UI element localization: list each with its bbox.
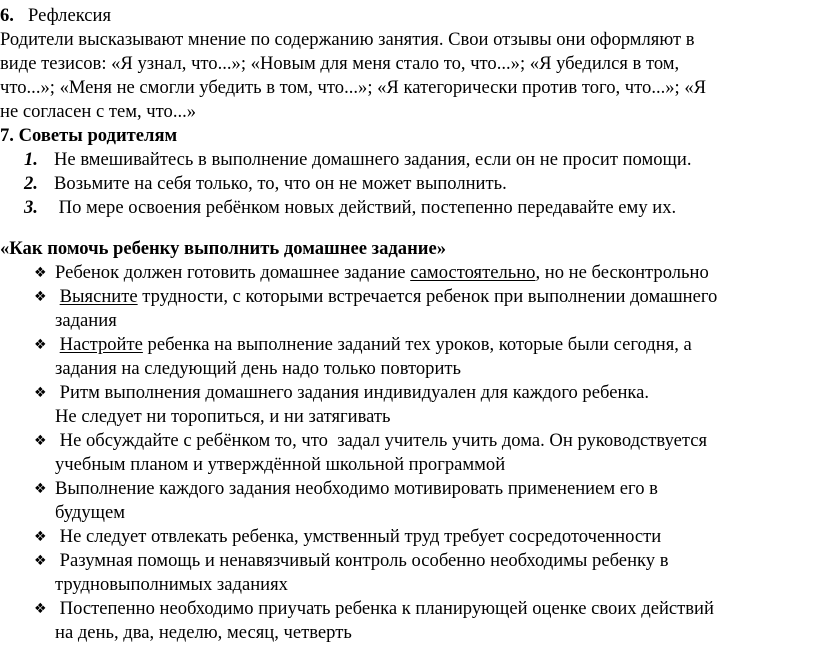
homework-item-line xyxy=(55,405,810,429)
underlined-word: Выясните xyxy=(59,286,138,307)
advice-number: 3. xyxy=(24,197,38,218)
text-segment: Не следует ни торопиться, и ни затягивать xyxy=(55,406,391,427)
section-6-body xyxy=(0,28,810,124)
advice-item-2 xyxy=(24,172,810,196)
diamond-cross-icon: ❖ xyxy=(34,289,47,305)
homework-item-line xyxy=(55,549,810,573)
text-segment: на день, два, неделю, месяц, четверть xyxy=(55,622,352,643)
homework-item-line xyxy=(55,597,810,621)
paragraph-line: Родители высказывают мнение по содержанию занятия. Свои отзывы они оформляют в xyxy=(0,29,695,50)
advice-text: Возьмите на себя только, то, что он не может выполнить. xyxy=(54,173,507,194)
homework-item-line xyxy=(55,357,810,381)
section-7-heading: 7. Советы родителям xyxy=(0,125,178,146)
advice-item-3 xyxy=(24,196,810,220)
homework-list-item xyxy=(0,429,810,477)
diamond-cross-icon: ❖ xyxy=(34,481,47,497)
text-segment: учебным планом и утверждённой школьной программой xyxy=(55,454,506,475)
diamond-cross-icon: ❖ xyxy=(34,265,47,281)
homework-heading: «Как помочь ребенку выполнить домашнее задание» xyxy=(0,238,447,259)
underlined-word: самостоятельно xyxy=(410,262,536,283)
homework-list-item xyxy=(0,597,810,645)
homework-list-item xyxy=(0,549,810,597)
document-page xyxy=(0,4,810,645)
diamond-cross-icon: ❖ xyxy=(34,385,47,401)
homework-list-item xyxy=(0,477,810,525)
homework-item-line xyxy=(55,621,810,645)
homework-list-item xyxy=(0,381,810,429)
homework-item-line xyxy=(55,525,810,549)
advice-text: Не вмешивайтесь в выполнение домашнего задания, если он не просит помощи. xyxy=(54,149,692,170)
advice-item-1 xyxy=(24,148,810,172)
section-6-number: 6. xyxy=(0,5,14,26)
homework-list-item xyxy=(0,525,810,549)
text-segment: задания на следующий день надо только повторить xyxy=(55,358,462,379)
advice-text: По мере освоения ребёнком новых действий, постепенно передавайте ему их. xyxy=(54,197,677,218)
text-segment: будущем xyxy=(55,502,125,523)
paragraph-line: что...»; «Меня не смогли убедить в том, что...»; «Я категорически против того, что...»; «Я xyxy=(0,77,707,98)
homework-item-line xyxy=(55,309,810,333)
advice-number: 1. xyxy=(24,149,38,170)
diamond-cross-icon: ❖ xyxy=(34,553,47,569)
text-segment: трудности, с которыми встречается ребенок при выполнении домашнего xyxy=(137,286,718,307)
text-segment: Разумная помощь и ненавязчивый контроль особенно необходимы ребенку в xyxy=(55,550,669,571)
text-segment: ребенка на выполнение заданий тех уроков, которые были сегодня, а xyxy=(142,334,692,355)
section-6-title: Рефлексия xyxy=(28,5,112,26)
section-6-heading xyxy=(0,4,810,28)
paragraph-line: не согласен с тем, что...» xyxy=(0,101,197,122)
advice-list xyxy=(24,148,810,220)
text-segment: Выполнение каждого задания необходимо мотивировать применением его в xyxy=(55,478,658,499)
homework-item-line xyxy=(55,429,810,453)
homework-item-line xyxy=(55,285,810,309)
text-segment: Не обсуждайте с ребёнком то, что задал учитель учить дома. Он руководствуется xyxy=(55,430,708,451)
diamond-cross-icon: ❖ xyxy=(34,337,47,353)
text-segment: , но не бесконтрольно xyxy=(535,262,709,283)
homework-list xyxy=(0,261,810,645)
homework-item-line xyxy=(55,381,810,405)
text-segment: Не следует отвлекать ребенка, умственный труд требует сосредоточенности xyxy=(55,526,662,547)
diamond-cross-icon: ❖ xyxy=(34,433,47,449)
homework-list-item xyxy=(0,261,810,285)
homework-item-line xyxy=(55,453,810,477)
diamond-cross-icon: ❖ xyxy=(34,601,47,617)
homework-list-item xyxy=(0,285,810,333)
paragraph-line: виде тезисов: «Я узнал, что...»; «Новым для меня стало то, что...»; «Я убедился в том, xyxy=(0,53,680,74)
homework-item-line xyxy=(55,261,810,285)
text-segment: задания xyxy=(55,310,117,331)
underlined-word: Настройте xyxy=(59,334,143,355)
text-segment: Ритм выполнения домашнего задания индивидуален для каждого ребенка. xyxy=(55,382,650,403)
homework-item-line xyxy=(55,573,810,597)
homework-item-line xyxy=(55,333,810,357)
diamond-cross-icon: ❖ xyxy=(34,529,47,545)
text-segment: Ребенок должен готовить домашнее задание xyxy=(55,262,411,283)
homework-list-item xyxy=(0,333,810,381)
text-segment: трудновыполнимых заданиях xyxy=(55,574,288,595)
advice-number: 2. xyxy=(24,173,38,194)
homework-item-line xyxy=(55,477,810,501)
text-segment: Постепенно необходимо приучать ребенка к планирующей оценке своих действий xyxy=(55,598,714,619)
homework-item-line xyxy=(55,501,810,525)
